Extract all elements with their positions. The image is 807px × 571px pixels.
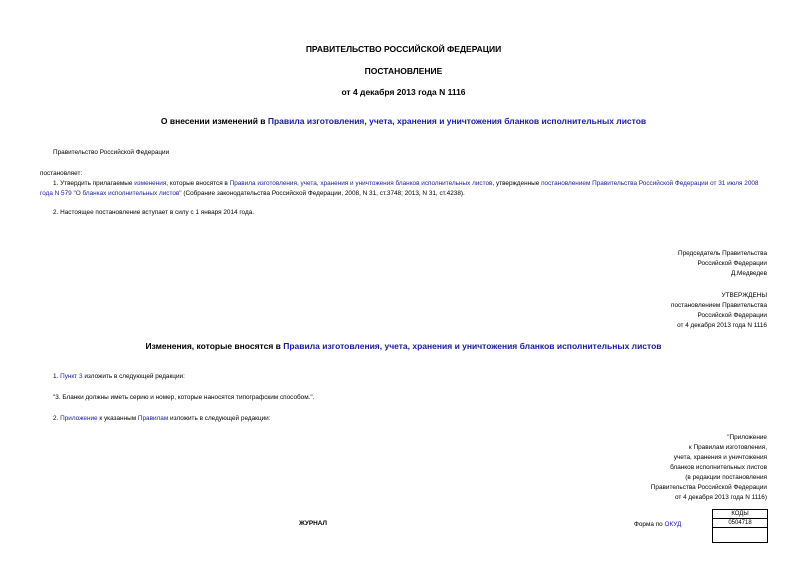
title-prefix: О внесении изменений в [160,116,268,126]
okud-link[interactable]: ОКУД [664,521,682,528]
approved-line-3: Российской Федерации [697,312,767,319]
p1-d: (Собрание законодательства Российской Федерации, 2008, N 31, ст.3748; 2013, N 31, ст.4238). [181,190,465,197]
appendix-line-4: бланков исполнительных листов [670,464,767,471]
resolves-text: постановляет: [40,170,83,177]
approved-line-4: от 4 декабря 2013 года N 1116 [677,322,767,329]
page-title [0,116,807,126]
form-label: Форма по [634,521,665,528]
header-doc-type: ПОСТАНОВЛЕНИЕ [364,66,443,76]
appendix-line-1: "Приложение [727,434,767,441]
appendix-line-2: к Правилам изготовления, [688,444,767,451]
codes-empty-cell [713,528,768,543]
title-rules-link[interactable]: Правила изготовления, учета, хранения и уничтожения бланков исполнительных листов [267,116,647,126]
codes-header: КОДЫ [713,510,768,519]
form-okud-label [634,520,681,530]
signature-line-1: Председатель Правительства [678,250,767,257]
header-date: от 4 декабря 2013 года N 1116 [341,87,466,97]
signature-line-2: Российской Федерации [697,260,767,267]
change-2-mid: к указанным [97,415,138,422]
p1-c: , утвержденные [492,180,542,187]
paragraph-2: 2. Настоящее постановление вступает в силу с 1 января 2014 года. [53,209,255,216]
gov-text: Правительство Российской Федерации [53,149,170,156]
changes-link[interactable]: изменения [134,180,167,187]
change-1-rest: изложить в следующей редакции: [82,373,185,380]
header-org: ПРАВИТЕЛЬСТВО РОССИЙСКОЙ ФЕДЕРАЦИИ [305,44,502,54]
changes-title-prefix: Изменения, которые вносятся в [145,341,284,351]
change-2-rest: изложить в следующей редакции: [168,415,271,422]
change-2-num: 2. [53,415,61,422]
appendix-line-7: от 4 декабря 2013 года N 1116) [674,494,767,501]
approved-line-1: УТВЕРЖДЕНЫ [721,292,767,299]
journal-title: ЖУРНАЛ [299,520,327,527]
change-1-num: 1. [53,373,61,380]
resolution-579-link[interactable]: постановлением Правительства Российской Федерации от 31 июля 2008 года N 579 "О бланках исполнительных листов" [40,180,759,197]
change-1 [53,372,185,382]
change-1-quote: "3. Бланки должны иметь серию и номер, которые наносятся типографским способом.". [53,394,315,401]
signature-line-3: Д.Медведев [730,270,767,277]
changes-title [0,341,807,351]
appendix-line-6: Правительства Российской Федерации [650,484,767,491]
change-2 [53,414,271,424]
approved-block [671,291,767,331]
signature-block [678,249,767,279]
approved-line-2: постановлением Правительства [671,302,767,309]
okud-code: 0504718 [713,519,768,528]
p1-a: 1. Утвердить прилагаемые [53,180,135,187]
rules-ref-link[interactable]: Правилам [137,415,169,422]
paragraph-1 [40,179,772,199]
appendix-line-3: учета, хранения и уничтожения [673,454,767,461]
changes-title-rules-link[interactable]: Правила изготовления, учета, хранения и уничтожения бланков исполнительных листов [283,341,662,351]
rules-link[interactable]: Правила изготовления, учета, хранения и уничтожения бланков исполнительных листов [229,180,493,187]
appendix-block [651,433,767,503]
clause-3-link[interactable]: Пункт 3 [60,373,83,380]
p1-b: , которые вносятся в [166,180,230,187]
codes-table [712,509,768,543]
appendix-link[interactable]: Приложение [60,415,98,422]
appendix-line-5: (в редакции постановления [685,474,767,481]
